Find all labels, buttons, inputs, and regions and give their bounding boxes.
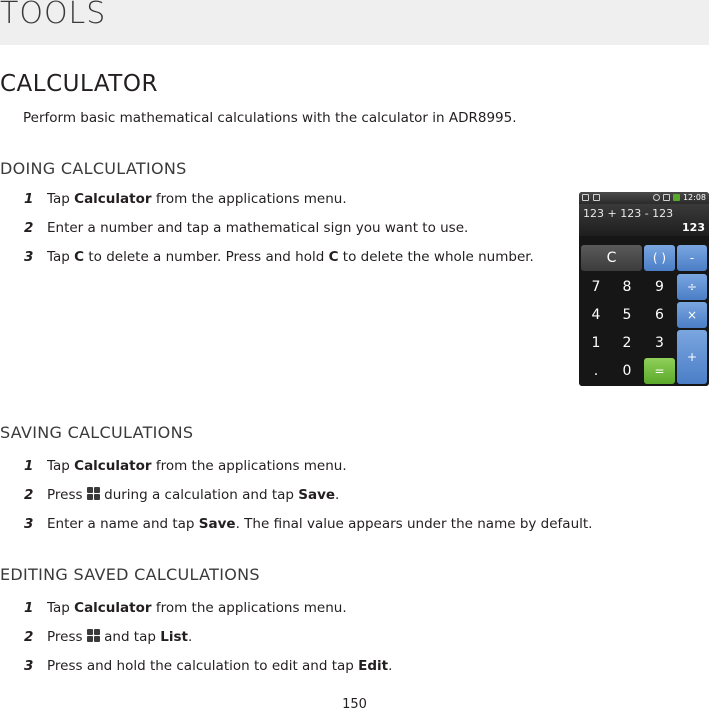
page-heading: TOOLS [0,0,107,31]
expression-display: 123 + 123 - 123 [583,207,674,220]
section-title: CALCULATOR [0,71,158,97]
digit-4-key[interactable]: 4 [581,302,611,328]
step-text: Tap Calculator from the applications menu. [47,191,347,207]
step-text: Press and hold the calculation to edit and tap Edit. [47,658,393,674]
multiply-key[interactable]: × [677,302,707,328]
plus-key[interactable]: + [677,330,707,384]
step-text: Enter a number and tap a mathematical sign you want to use. [47,220,469,236]
clear-key[interactable]: C [581,245,642,271]
gps-icon [653,194,660,201]
step-number: 2 [24,487,34,503]
step-number: 1 [24,458,34,474]
step-number: 1 [24,600,34,616]
step-text: Enter a name and tap Save. The final value appears under the name by default. [47,516,593,532]
header-band [0,0,709,45]
saving-calculations-heading: SAVING CALCULATIONS [0,423,194,442]
parenthesis-key[interactable]: ( ) [644,245,675,271]
result-display: 123 [682,221,705,234]
digit-8-key[interactable]: 8 [612,274,642,300]
step-text: Tap Calculator from the applications menu. [47,458,347,474]
doing-calculations-heading: DOING CALCULATIONS [0,159,187,178]
step-number: 3 [24,249,34,265]
digit-6-key[interactable]: 6 [644,302,675,328]
equals-key[interactable]: = [644,358,675,384]
calculator-screenshot [579,192,709,386]
digit-3-key[interactable]: 3 [644,330,675,356]
digit-2-key[interactable]: 2 [612,330,642,356]
digit-1-key[interactable]: 1 [581,330,611,356]
decimal-key[interactable]: . [581,358,611,384]
step-number: 2 [24,629,34,645]
editing-calculations-heading: EDITING SAVED CALCULATIONS [0,565,260,584]
status-bar [579,192,709,204]
calculator-display [579,204,709,236]
page-number: 150 [342,697,367,712]
digit-7-key[interactable]: 7 [581,274,611,300]
step-number: 2 [24,220,34,236]
step-text: Tap Calculator from the applications menu. [47,600,347,616]
step-text: Tap C to delete a number. Press and hold C to delete the whole number. [47,249,534,265]
step-text: Press and tap List. [47,629,193,645]
status-time: 12:08 [682,193,706,202]
signal-icon [663,194,670,201]
step-number: 3 [24,516,34,532]
digit-9-key[interactable]: 9 [644,274,675,300]
step-number: 1 [24,191,34,207]
notification-icon [593,194,600,201]
battery-icon [673,194,680,201]
step-text: Press during a calculation and tap Save. [47,487,340,503]
minus-key[interactable]: - [677,245,707,271]
menu-grid-icon [87,629,100,642]
digit-0-key[interactable]: 0 [612,358,642,384]
intro-text: Perform basic mathematical calculations with the calculator in ADR8995. [23,110,517,126]
digit-5-key[interactable]: 5 [612,302,642,328]
step-number: 3 [24,658,34,674]
divide-key[interactable]: ÷ [677,274,707,300]
notification-icon [582,194,589,201]
menu-grid-icon [87,487,100,500]
